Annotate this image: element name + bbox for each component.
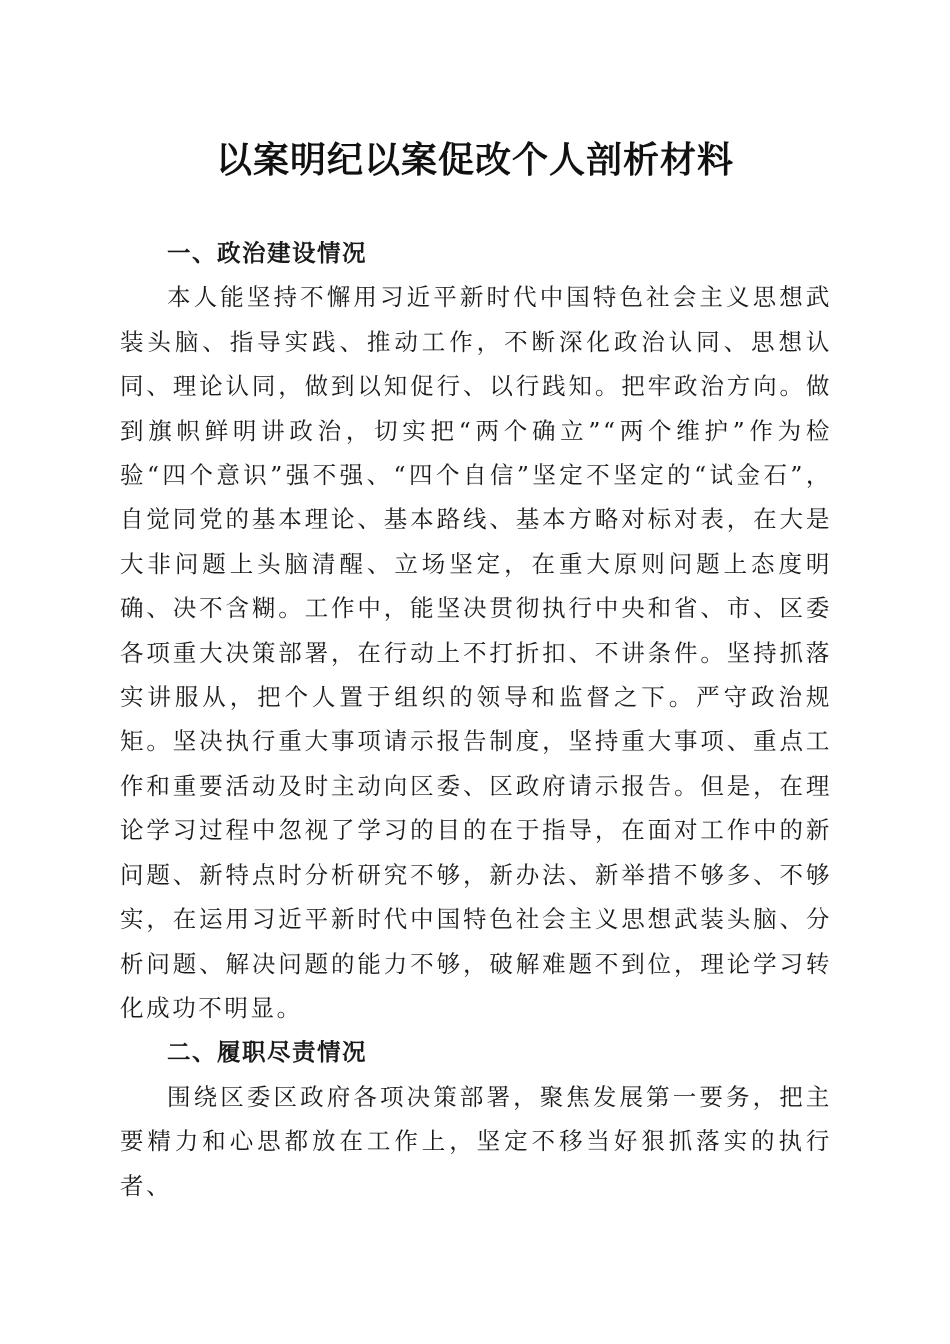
section-paragraph-duty: 围绕区委区政府各项决策部署，聚焦发展第一要务，把主要精力和心思都放在工作上，坚定不移当好狠抓落实的执行者、 bbox=[120, 1082, 832, 1200]
document-title: 以案明纪以案促改个人剖析材料 bbox=[215, 139, 734, 181]
section-paragraph-political: 本人能坚持不懈用习近平新时代中国特色社会主义思想武装头脑、指导实践、推动工作，不断深化政治认同、思想认同、理论认同，做到以知促行、以行践知。把牢政治方向。做到旗帜鲜明讲政治，切实把“两个确立”“两个维护”作为检验“四个意识”强不强、“四个自信”坚定不坚定的“试金石”，自觉同党的基本理论、基本路线、基本方略对标对表，在大是大非问题上头脑清醒、立场坚定，在重大原则问题上态度明确、决不含糊。工作中，能坚决贯彻执行中央和省、市、区委各项重大决策部署，在行动上不打折扣、不讲条件。坚持抓落实讲服从，把个人置于组织的领导和监督之下。严守政治规矩。坚决执行重大事项请示报告制度，坚持重大事项、重点工作和重要活动及时主动向区委、区政府请示报告。但是，在理论学习过程中忽视了学习的目的在于指导，在面对工作中的新问题、新特点时分析研究不够，新办法、新举措不够多、不够实，在运用习近平新时代中国特色社会主义思想武装头脑、分析问题、解决问题的能力不够，破解难题不到位，理论学习转化成功不明显。 bbox=[120, 283, 832, 1022]
section-heading-duty: 二、履职尽责情况 bbox=[167, 1038, 367, 1067]
document-body bbox=[120, 231, 832, 1208]
section-heading-political: 一、政治建设情况 bbox=[167, 239, 367, 267]
